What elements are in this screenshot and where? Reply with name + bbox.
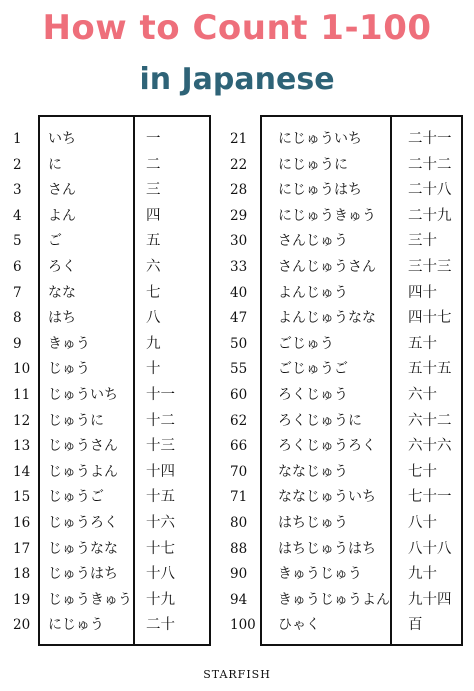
- row-hiragana: ひゃく: [278, 617, 320, 634]
- row-number: 18: [13, 566, 31, 583]
- row-number: 20: [13, 617, 31, 634]
- row-kanji: 五: [146, 233, 161, 250]
- row-hiragana: なな: [48, 284, 76, 301]
- row-number: 22: [230, 156, 248, 173]
- row-number: 94: [230, 591, 248, 608]
- row-kanji: 二十: [146, 617, 175, 634]
- row-number: 21: [230, 131, 248, 147]
- row-hiragana: にじゅう: [48, 617, 104, 634]
- row-number: 5: [13, 233, 22, 250]
- row-kanji: 百: [408, 617, 423, 634]
- row-number: 15: [13, 489, 31, 506]
- row-hiragana: ななじゅういち: [278, 489, 376, 506]
- row-kanji: 三十: [408, 233, 437, 250]
- row-number: 13: [13, 438, 31, 455]
- row-kanji: 四十七: [408, 310, 452, 327]
- row-number: 88: [230, 540, 248, 557]
- row-number: 60: [230, 387, 248, 403]
- row-kanji: 八十: [408, 515, 437, 531]
- row-hiragana: じゅういち: [48, 387, 118, 403]
- row-kanji: 十: [146, 361, 161, 378]
- row-hiragana: さん: [48, 182, 76, 199]
- row-hiragana: ろくじゅうろく: [278, 438, 376, 455]
- row-number: 100: [230, 617, 256, 634]
- row-hiragana: よんじゅう: [278, 284, 348, 301]
- row-hiragana: きゅうじゅうよん: [278, 591, 390, 608]
- row-number: 14: [13, 463, 31, 480]
- row-hiragana: さんじゅう: [278, 233, 348, 250]
- row-hiragana: じゅうよん: [48, 463, 118, 480]
- row-hiragana: ご: [48, 233, 62, 250]
- row-hiragana: ろくじゅう: [278, 387, 348, 403]
- row-number: 47: [230, 310, 248, 327]
- row-number: 29: [230, 207, 248, 224]
- page-title: How to Count 1-100: [42, 8, 432, 48]
- row-kanji: 六十六: [408, 438, 452, 455]
- row-hiragana: じゅうご: [48, 489, 104, 506]
- row-hiragana: よん: [48, 207, 76, 224]
- row-kanji: 二: [146, 156, 161, 173]
- row-kanji: 八十八: [408, 540, 452, 557]
- starfish-logo: STARFISH: [203, 668, 271, 681]
- row-number: 90: [230, 566, 248, 583]
- row-kanji: 十四: [146, 463, 175, 480]
- row-hiragana: に: [48, 156, 62, 173]
- row-kanji: 二十八: [408, 182, 452, 199]
- row-hiragana: じゅうはち: [48, 566, 118, 583]
- row-kanji: 一: [146, 131, 161, 147]
- row-number: 7: [13, 284, 22, 301]
- row-hiragana: はちじゅうはち: [278, 540, 376, 557]
- row-hiragana: にじゅうきゅう: [278, 207, 376, 224]
- row-number: 70: [230, 463, 248, 480]
- row-number: 80: [230, 515, 248, 531]
- row-kanji: 五十: [408, 335, 437, 352]
- row-kanji: 八: [146, 310, 161, 327]
- row-kanji: 七: [146, 284, 161, 301]
- row-hiragana: はちじゅう: [278, 515, 348, 531]
- row-number: 1: [13, 131, 22, 147]
- page-subtitle: in Japanese: [139, 62, 335, 97]
- row-hiragana: じゅうきゅう: [48, 591, 132, 608]
- row-hiragana: きゅう: [48, 335, 90, 352]
- row-hiragana: いち: [48, 131, 76, 147]
- row-hiragana: よんじゅうなな: [278, 310, 376, 327]
- row-kanji: 九十: [408, 566, 437, 583]
- row-kanji: 六十: [408, 387, 437, 403]
- row-number: 66: [230, 438, 248, 455]
- row-kanji: 七十: [408, 463, 437, 480]
- row-hiragana: にじゅうはち: [278, 182, 362, 199]
- row-kanji: 六十二: [408, 412, 452, 429]
- row-hiragana: ごじゅうご: [278, 361, 348, 378]
- row-hiragana: ごじゅう: [278, 335, 334, 352]
- row-kanji: 二十一: [408, 131, 452, 147]
- row-number: 28: [230, 182, 248, 199]
- row-kanji: 十九: [146, 591, 175, 608]
- row-kanji: 九: [146, 335, 161, 352]
- row-kanji: 五十五: [408, 361, 452, 378]
- row-number: 40: [230, 284, 248, 301]
- left-table-divider: [133, 115, 135, 646]
- row-kanji: 十二: [146, 412, 175, 429]
- row-kanji: 十六: [146, 515, 175, 531]
- row-kanji: 十五: [146, 489, 175, 506]
- row-hiragana: じゅうさん: [48, 438, 118, 455]
- row-number: 10: [13, 361, 31, 378]
- row-hiragana: じゅうに: [48, 412, 104, 429]
- row-kanji: 三十三: [408, 259, 452, 275]
- row-number: 55: [230, 361, 248, 378]
- row-number: 8: [13, 310, 22, 327]
- row-hiragana: ろく: [48, 259, 76, 275]
- row-kanji: 九十四: [408, 591, 452, 608]
- row-kanji: 十七: [146, 540, 175, 557]
- row-number: 19: [13, 591, 31, 608]
- row-kanji: 四: [146, 207, 161, 224]
- row-kanji: 六: [146, 259, 161, 275]
- row-hiragana: じゅうなな: [48, 540, 118, 557]
- row-number: 62: [230, 412, 248, 429]
- row-number: 17: [13, 540, 31, 557]
- row-number: 50: [230, 335, 248, 352]
- row-kanji: 四十: [408, 284, 437, 301]
- row-number: 2: [13, 156, 22, 173]
- row-number: 3: [13, 182, 22, 199]
- row-kanji: 七十一: [408, 489, 452, 506]
- row-hiragana: じゅう: [48, 361, 90, 378]
- row-number: 9: [13, 335, 22, 352]
- row-hiragana: にじゅういち: [278, 131, 362, 147]
- row-kanji: 十一: [146, 387, 175, 403]
- row-number: 6: [13, 259, 22, 275]
- row-kanji: 十八: [146, 566, 175, 583]
- row-number: 16: [13, 515, 31, 531]
- row-hiragana: さんじゅうさん: [278, 259, 376, 275]
- row-kanji: 十三: [146, 438, 175, 455]
- row-kanji: 三: [146, 182, 161, 199]
- row-kanji: 二十九: [408, 207, 452, 224]
- right-table-divider: [390, 115, 392, 646]
- row-number: 71: [230, 489, 248, 506]
- row-number: 30: [230, 233, 248, 250]
- row-kanji: 二十二: [408, 156, 452, 173]
- row-hiragana: ろくじゅうに: [278, 412, 362, 429]
- row-hiragana: ななじゅう: [278, 463, 348, 480]
- row-hiragana: にじゅうに: [278, 156, 348, 173]
- row-number: 33: [230, 259, 248, 275]
- row-hiragana: はち: [48, 310, 76, 327]
- row-number: 11: [13, 387, 31, 403]
- row-hiragana: じゅうろく: [48, 515, 118, 531]
- row-number: 4: [13, 207, 22, 224]
- row-hiragana: きゅうじゅう: [278, 566, 362, 583]
- row-number: 12: [13, 412, 31, 429]
